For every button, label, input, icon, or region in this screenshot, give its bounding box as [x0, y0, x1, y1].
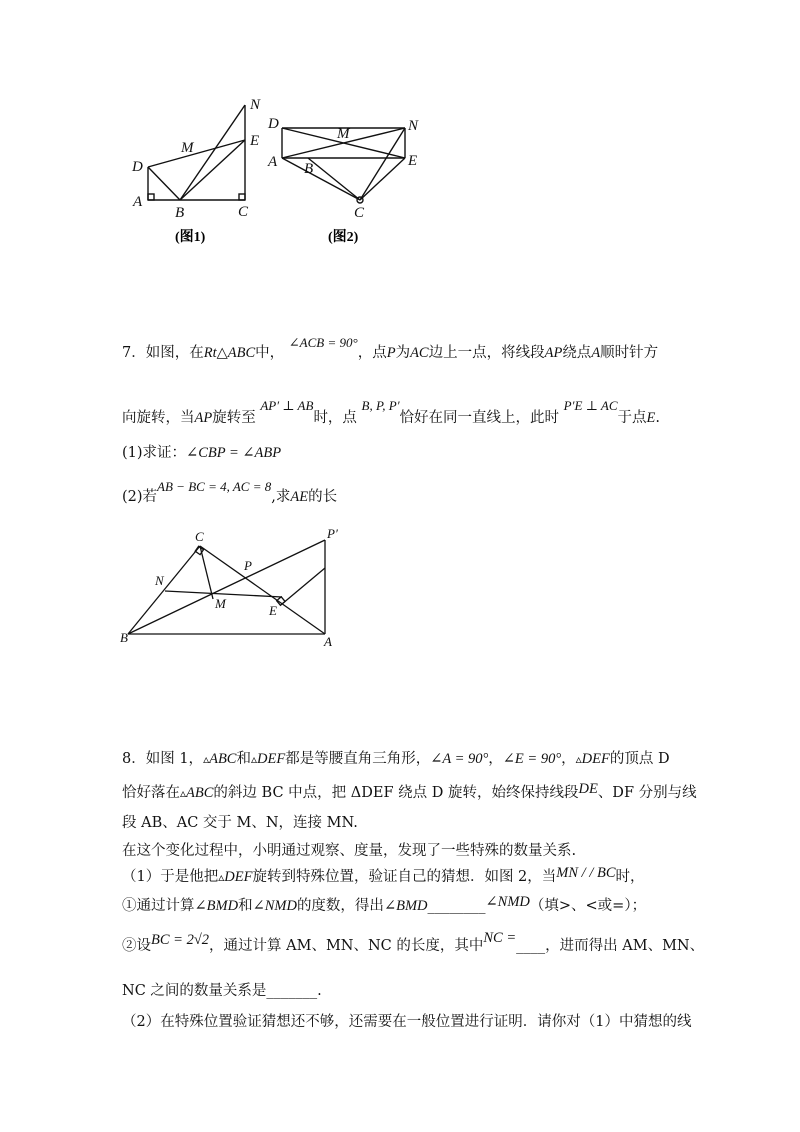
figure-2-caption: (图2): [328, 230, 359, 245]
svg-text:M: M: [337, 126, 350, 142]
q7-figure: [0, 520, 800, 650]
svg-text:D: D: [132, 159, 143, 175]
svg-text:B: B: [120, 630, 128, 645]
q8-line-7: ②设BC = 2√2，通过计算 AM、MN、NC 的长度，其中NC =____，进而得出 AM、MN、: [122, 930, 705, 954]
q8-line-5: （1）于是他把▵DEF旋转到特殊位置，验证自己的猜想．如图 2，当MN / / BC时，: [122, 865, 645, 885]
svg-text:E: E: [408, 153, 418, 169]
q7-sub-2: (2)若AB − BC = 4, AC = 8,求AE的长: [122, 479, 338, 505]
svg-text:A: A: [133, 194, 143, 210]
svg-text:D: D: [268, 116, 279, 132]
svg-text:A: A: [268, 154, 278, 170]
q8-line-6: ①通过计算∠BMD和∠NMD的度数，得出∠BMD________∠NMD（填>、<或=）；: [122, 894, 647, 914]
svg-text:C: C: [238, 204, 249, 220]
svg-text:M: M: [181, 140, 194, 156]
q8-line-9: （2）在特殊位置验证猜想还不够，还需要在一般位置进行证明．请你对（1）中猜想的线: [122, 1014, 692, 1030]
svg-text:N: N: [250, 97, 261, 113]
svg-text:B: B: [304, 161, 314, 177]
svg-text:E: E: [250, 133, 260, 149]
figure-1-caption: (图1): [175, 230, 206, 245]
q8-blank-2: ____: [516, 938, 546, 954]
q8-line-4: 在这个变化过程中，小明通过观察、度量，发现了一些特殊的数量关系.: [122, 843, 577, 859]
q8-blank-3: _______: [266, 983, 318, 999]
top-figures: [0, 0, 800, 260]
q8-line-1: 8．如图 1，▵ABC和▵DEF都是等腰直角三角形，∠A = 90°，∠E = 90°，▵DEF的顶点 D: [122, 751, 670, 767]
svg-text:N: N: [155, 573, 164, 588]
q8-blank-1: ________: [427, 898, 486, 914]
svg-text:A: A: [324, 634, 332, 649]
figure-2-labels: [267, 116, 419, 221]
svg-text:P: P: [244, 558, 252, 573]
figure-1-labels: [131, 97, 261, 221]
svg-text:C: C: [195, 529, 204, 544]
q7-sub-1: (1)求证：∠CBP = ∠ABP: [122, 445, 282, 461]
q7-line-1: 7．如图，在Rt△ABC中， ∠ACB = 90°，点P为AC边上一点，将线段AP绕点A顺时针方: [122, 335, 659, 361]
svg-text:P′: P′: [327, 526, 338, 541]
q8-line-3: 段 AB、AC 交于 M、N，连接 MN.: [122, 815, 358, 831]
svg-text:E: E: [269, 603, 277, 618]
q7-line-2: 向旋转，当AP旋转至 AP′ ⊥ AB时，点 B, P, P′恰好在同一直线上，此时 P′E ⊥ AC于点E.: [122, 398, 660, 426]
q8-line-2: 恰好落在▵ABC的斜边 BC 中点，把 ΔDEF 绕点 D 旋转，始终保持线段DE、DF 分别与线: [122, 781, 697, 801]
svg-text:B: B: [175, 205, 185, 221]
svg-text:M: M: [215, 596, 226, 611]
q8-line-8: NC 之间的数量关系是_______.: [122, 983, 322, 999]
svg-text:C: C: [354, 205, 365, 221]
figure-1: [148, 105, 245, 200]
svg-text:N: N: [408, 118, 419, 134]
